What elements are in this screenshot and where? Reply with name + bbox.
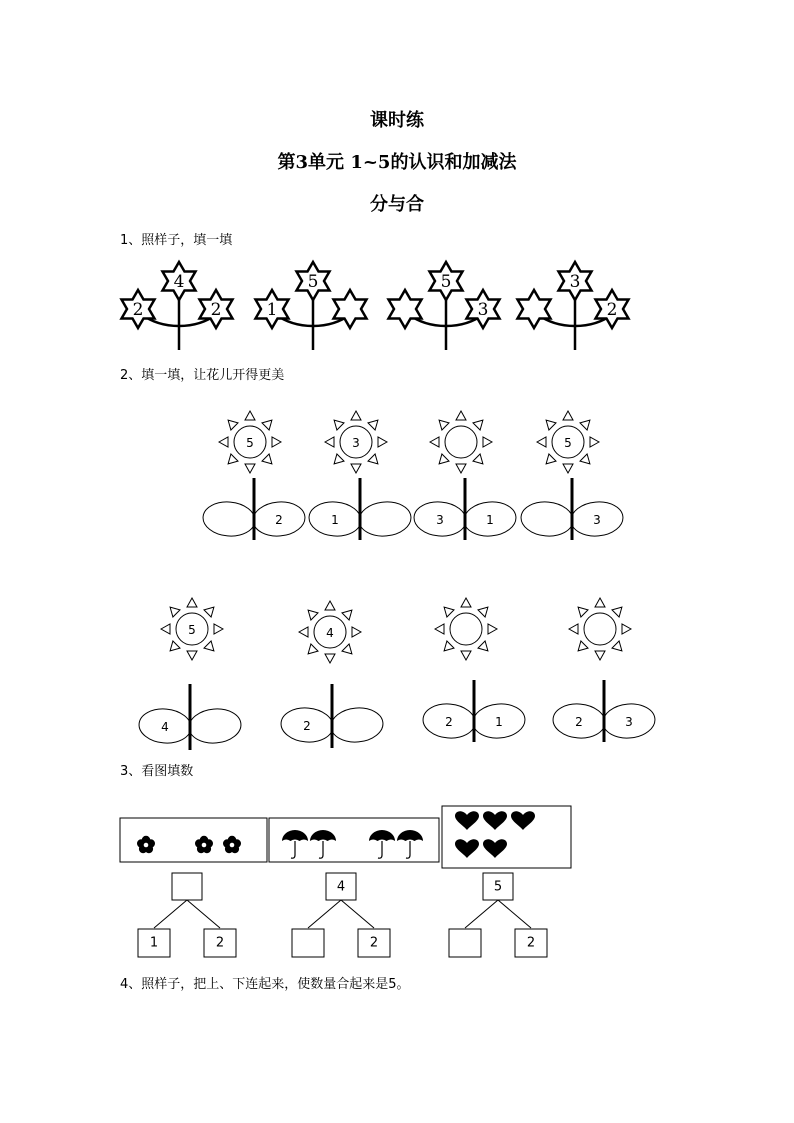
- flower-icon-center: [230, 843, 235, 848]
- sun-flower: [202, 411, 307, 540]
- sun-ray: [622, 624, 631, 634]
- sun-flower: [520, 411, 625, 540]
- sun-ray: [272, 437, 281, 447]
- bond-line-right: [341, 900, 374, 928]
- sun-ray: [219, 437, 228, 447]
- sun-ray: [612, 641, 622, 651]
- star-left[interactable]: [518, 290, 551, 328]
- sun-ray: [595, 651, 605, 660]
- star-top-number: 5: [440, 272, 452, 292]
- sun-ray: [546, 454, 556, 464]
- star-right-number: 3: [477, 300, 489, 320]
- sun-ray: [204, 607, 214, 617]
- star-tree: [256, 262, 367, 350]
- sun-ray: [352, 627, 361, 637]
- sun-ray: [569, 624, 578, 634]
- petal: [137, 839, 145, 847]
- sun-ray: [461, 598, 471, 607]
- sun-ray: [595, 598, 605, 607]
- sun-ray: [444, 641, 454, 651]
- leaf-left-number: 1: [331, 513, 339, 527]
- question-1-prompt: 1、照样子，填一填: [120, 233, 233, 248]
- flower-center-number: 3: [352, 436, 360, 450]
- flower-center[interactable]: [445, 426, 477, 458]
- sun-ray: [204, 641, 214, 651]
- bond-line-left: [465, 900, 498, 928]
- sun-flower: [413, 411, 518, 540]
- sun-ray: [563, 464, 573, 473]
- sun-ray: [161, 624, 170, 634]
- leaf-left-number: 4: [161, 720, 169, 734]
- flower-center-number: 5: [564, 436, 572, 450]
- sun-ray: [351, 464, 361, 473]
- leaf-right[interactable]: [330, 706, 385, 744]
- sun-ray: [368, 420, 378, 430]
- unit-title: 第3单元 1~5的认识和加减法: [277, 152, 517, 173]
- sun-ray: [456, 464, 466, 473]
- sun-ray: [325, 654, 335, 663]
- sun-ray: [342, 610, 352, 620]
- sun-ray: [430, 437, 439, 447]
- sun-ray: [580, 454, 590, 464]
- sun-ray: [262, 454, 272, 464]
- leaf-left[interactable]: [202, 500, 257, 538]
- total-box[interactable]: [172, 873, 202, 900]
- picture-group: [120, 818, 267, 957]
- bond-line-left: [308, 900, 341, 928]
- question-4-prompt: 4、照样子，把上、下连起来，使数量合起来是5。: [120, 977, 410, 992]
- sun-ray: [478, 641, 488, 651]
- leaf-left[interactable]: [520, 500, 575, 538]
- petal: [223, 839, 231, 847]
- sun-ray: [580, 420, 590, 430]
- flower-icon-center: [144, 843, 149, 848]
- bond-line-left: [154, 900, 187, 928]
- sun-ray: [439, 454, 449, 464]
- sun-ray: [435, 624, 444, 634]
- sun-ray: [299, 627, 308, 637]
- sun-ray: [308, 610, 318, 620]
- leaf-left-number: 2: [575, 715, 583, 729]
- sun-flower: [138, 598, 243, 750]
- sun-ray: [478, 607, 488, 617]
- sun-ray: [546, 420, 556, 430]
- sun-ray: [473, 454, 483, 464]
- sun-ray: [187, 651, 197, 660]
- sun-ray: [228, 454, 238, 464]
- sun-ray: [228, 420, 238, 430]
- total-number: 4: [336, 879, 346, 895]
- bond-line-right: [498, 900, 531, 928]
- sun-ray: [170, 607, 180, 617]
- sun-flower: [422, 598, 527, 742]
- question-3-prompt: 3、看图填数: [120, 764, 194, 779]
- part-right-number: 2: [215, 935, 225, 951]
- sun-ray: [187, 598, 197, 607]
- sun-ray: [578, 641, 588, 651]
- star-left-number: 2: [132, 300, 144, 320]
- sun-ray: [483, 437, 492, 447]
- sun-ray: [378, 437, 387, 447]
- leaf-right-number: 2: [275, 513, 283, 527]
- sun-ray: [245, 464, 255, 473]
- star-left[interactable]: [389, 290, 422, 328]
- leaf-left-number: 2: [303, 719, 311, 733]
- sun-ray: [461, 651, 471, 660]
- leaf-left-number: 3: [436, 513, 444, 527]
- lesson-title: 分与合: [370, 194, 424, 215]
- part-left-number: 1: [149, 935, 159, 951]
- leaf-left-number: 2: [445, 715, 453, 729]
- sun-ray: [214, 624, 223, 634]
- sun-ray: [456, 411, 466, 420]
- star-right-number: 2: [606, 300, 618, 320]
- sun-ray: [563, 411, 573, 420]
- sun-ray: [590, 437, 599, 447]
- leaf-right-number: 1: [486, 513, 494, 527]
- part-box-left[interactable]: [449, 929, 481, 957]
- leaf-right[interactable]: [358, 500, 413, 538]
- total-number: 5: [493, 879, 503, 895]
- part-right-number: 2: [526, 935, 536, 951]
- sun-ray: [334, 420, 344, 430]
- star-top-number: 5: [307, 272, 319, 292]
- star-tree: [518, 262, 629, 350]
- sun-ray: [262, 420, 272, 430]
- star-tree: [389, 262, 500, 350]
- flower-center-number: 4: [326, 626, 334, 640]
- leaf-right-number: 3: [593, 513, 601, 527]
- sun-ray: [351, 411, 361, 420]
- page-title: 课时练: [370, 110, 424, 131]
- star-top-number: 3: [569, 272, 581, 292]
- picture-group: [269, 818, 439, 957]
- star-right-number: 2: [210, 300, 222, 320]
- sun-ray: [342, 644, 352, 654]
- sun-ray: [612, 607, 622, 617]
- sun-ray: [578, 607, 588, 617]
- leaf-right[interactable]: [188, 707, 243, 745]
- leaf-right-number: 3: [625, 715, 633, 729]
- sun-ray: [170, 641, 180, 651]
- petal: [195, 839, 203, 847]
- sun-ray: [537, 437, 546, 447]
- sun-ray: [439, 420, 449, 430]
- flower-center[interactable]: [584, 613, 616, 645]
- picture-group: [442, 806, 571, 957]
- sun-ray: [308, 644, 318, 654]
- sun-flower: [552, 598, 657, 742]
- star-top-number: 4: [173, 272, 185, 292]
- sun-ray: [488, 624, 497, 634]
- leaf-right-number: 1: [495, 715, 503, 729]
- bond-line-right: [187, 900, 220, 928]
- sun-ray: [334, 454, 344, 464]
- part-box-left[interactable]: [292, 929, 324, 957]
- star-tree: [122, 262, 233, 350]
- part-right-number: 2: [369, 935, 379, 951]
- sun-ray: [325, 437, 334, 447]
- flower-center[interactable]: [450, 613, 482, 645]
- flower-icon-center: [202, 843, 207, 848]
- flower-center-number: 5: [188, 623, 196, 637]
- sun-flower: [280, 601, 385, 748]
- flower-center-number: 5: [246, 436, 254, 450]
- star-left-number: 1: [266, 300, 278, 320]
- sun-ray: [444, 607, 454, 617]
- sun-flower: [308, 411, 413, 540]
- sun-ray: [325, 601, 335, 610]
- question-2-prompt: 2、填一填，让花儿开得更美: [120, 368, 285, 383]
- sun-ray: [368, 454, 378, 464]
- sun-ray: [245, 411, 255, 420]
- sun-ray: [473, 420, 483, 430]
